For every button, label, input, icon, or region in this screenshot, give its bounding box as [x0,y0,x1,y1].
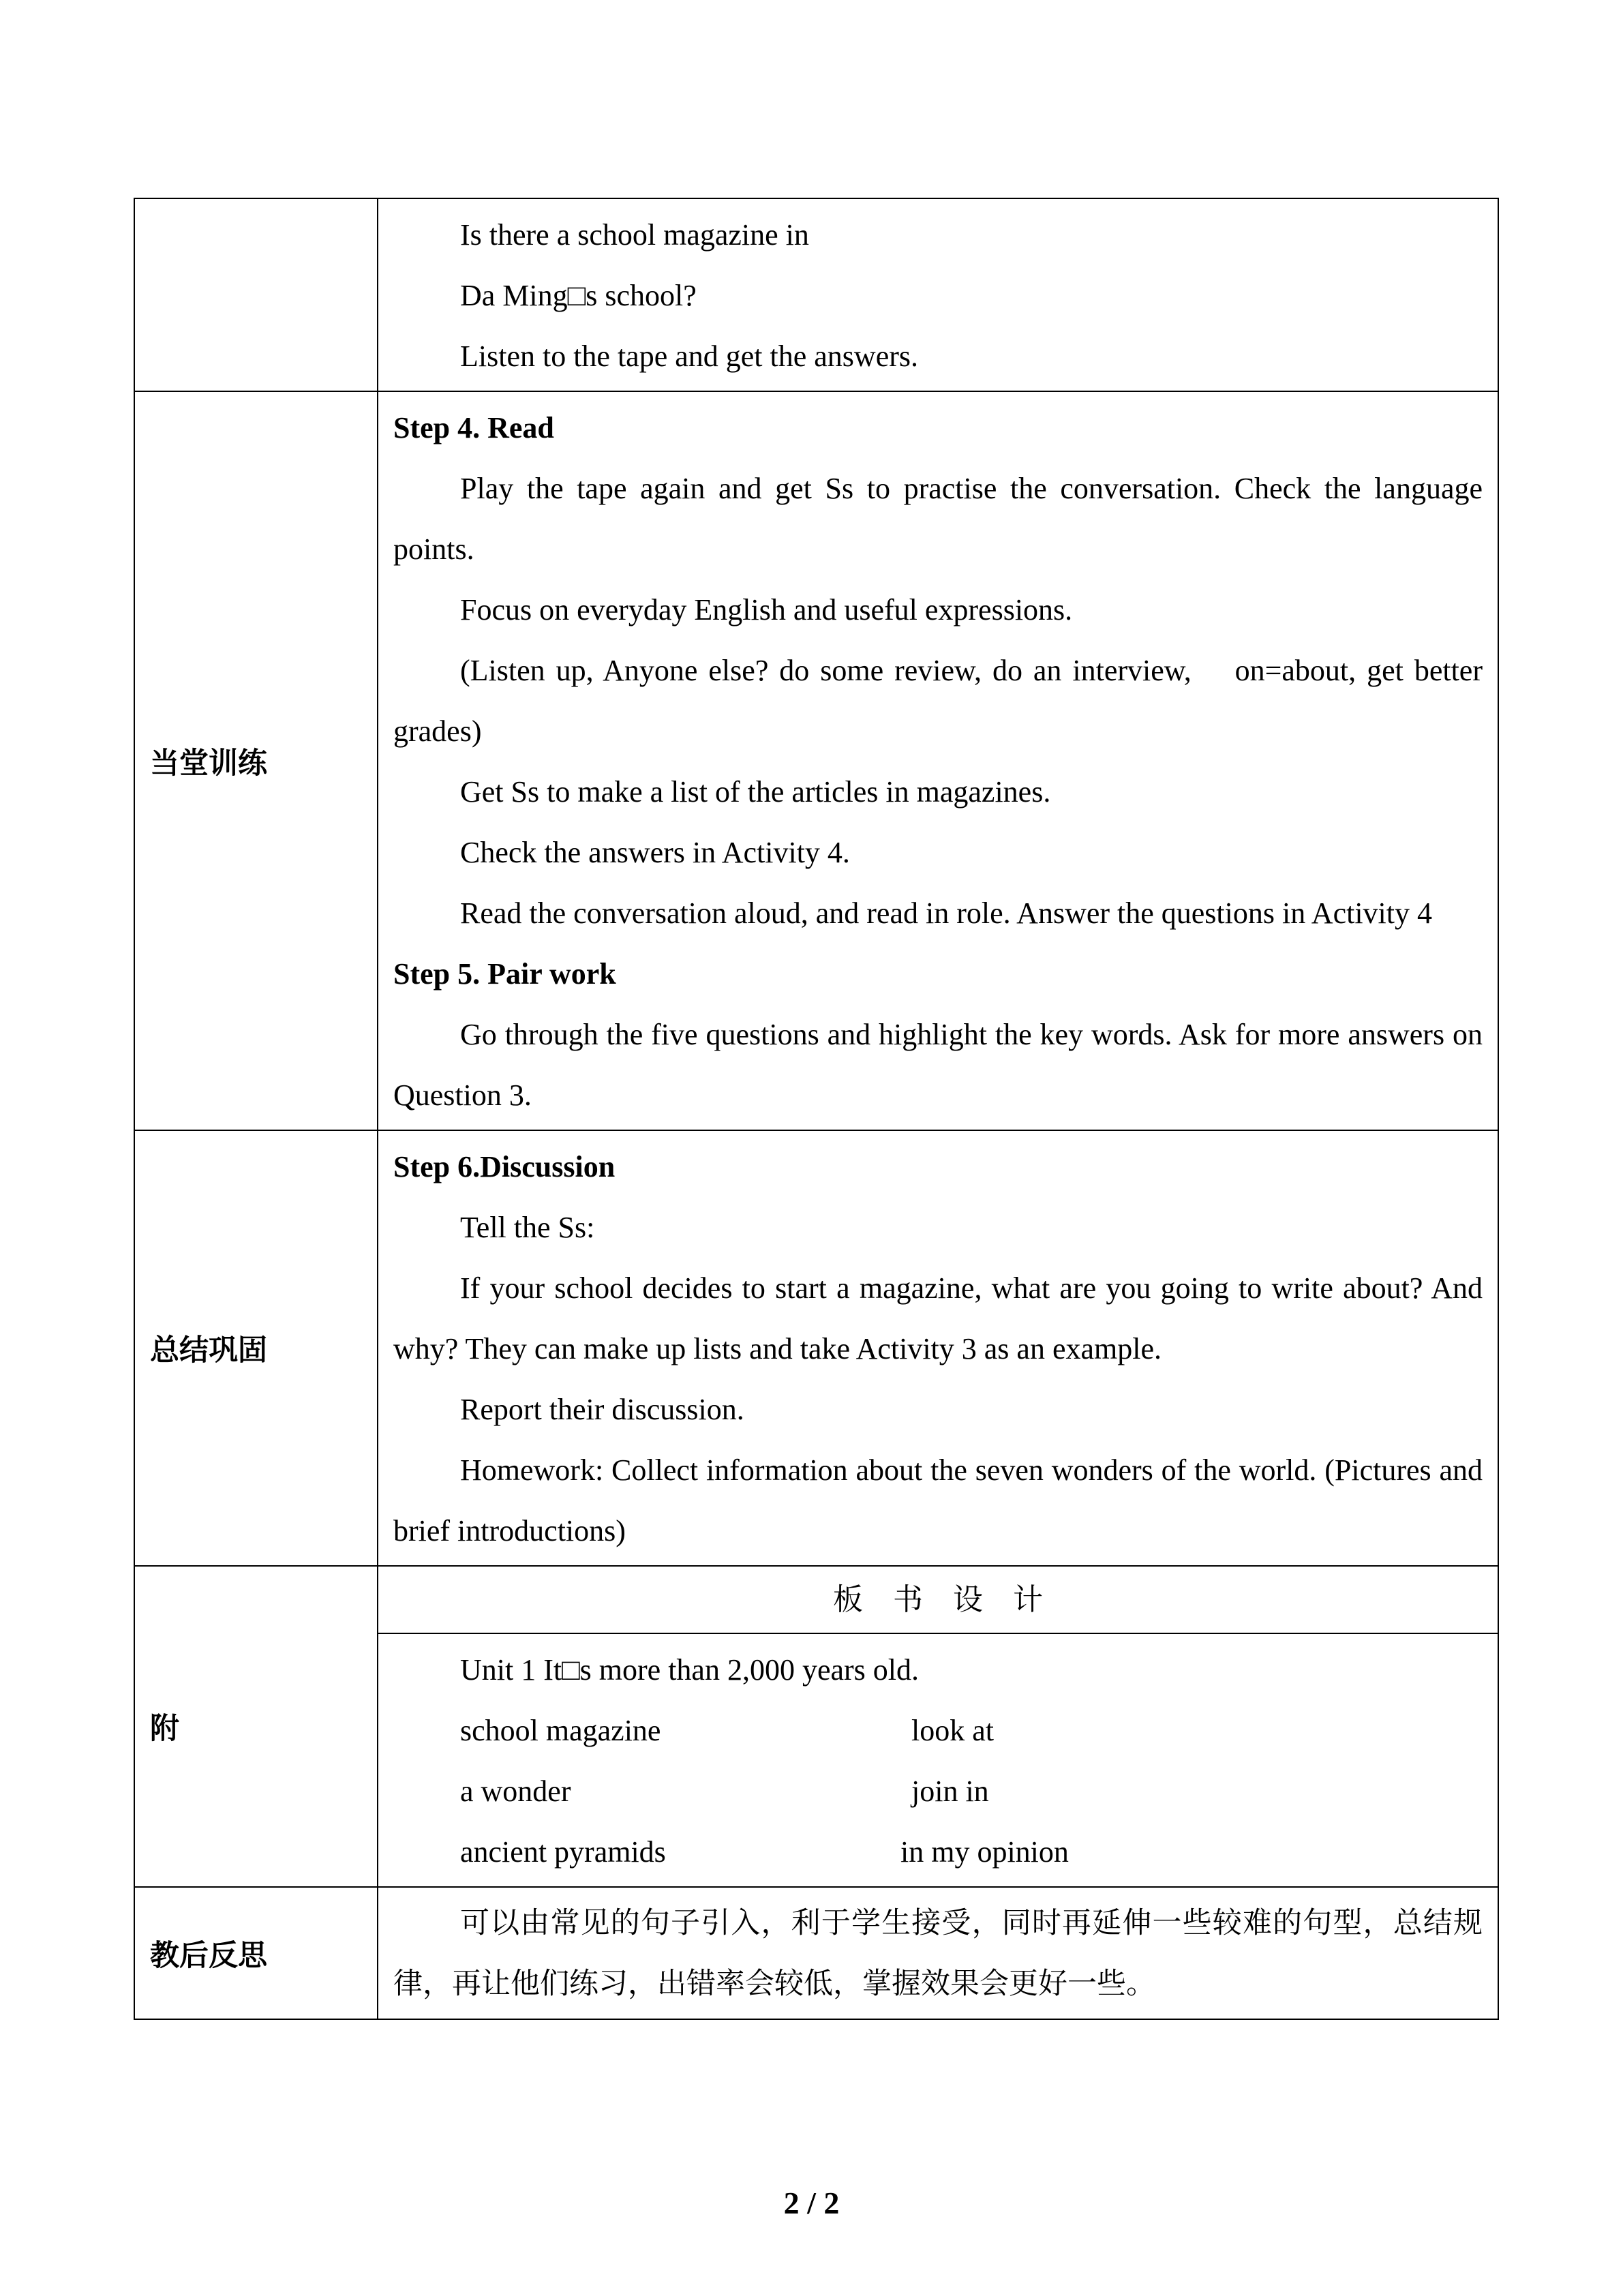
step4-title: Step 4. Read [393,411,554,444]
content-reflection [378,1887,1498,2019]
page-number: 2 / 2 [783,2186,840,2220]
step5-title: Step 5. Pair work [393,957,616,991]
intro-line-1: Is there a school magazine in [460,218,809,252]
board-pair-1 [393,1700,1483,1761]
intro-line-3: Listen to the tape and get the answers. [460,339,919,373]
step4-line-4: Get Ss to make a list of the articles in magazines. [460,775,1051,809]
table-row-reflection [134,1887,1498,2019]
content-summary [378,1130,1498,1566]
board-design-heading: 板 书 设 计 [378,1566,1498,1633]
summary-line-4: Homework: Collect information about the seven wonders of the world. (Pictures and brief introductions) [393,1453,1490,1547]
label-practice: 当堂训练 [134,391,378,1130]
intro-line-2: Da Ming□s school? [460,279,697,312]
step5-line-1: Go through the five questions and highlight the key words. Ask for more answers on Question 3. [393,1018,1490,1112]
table-row-appendix-heading [134,1566,1498,1633]
label-reflection: 教后反思 [134,1887,378,2019]
step4-line-2: Focus on everyday English and useful expressions. [460,593,1073,626]
step4-line-5: Check the answers in Activity 4. [460,836,850,869]
step4-line-3: (Listen up, Anyone else? do some review, do an interview, on=about, get better grades) [393,654,1490,748]
summary-line-3: Report their discussion. [460,1393,744,1426]
board-pair-2 [393,1761,1483,1822]
board-pair-1-left: school magazine [460,1714,661,1747]
content-intro [378,198,1498,391]
board-pair-2-left: a wonder [460,1774,571,1808]
label-summary: 总结巩固 [134,1130,378,1566]
content-practice [378,391,1498,1130]
label-intro [134,198,378,391]
board-pair-3-right: in my opinion [900,1835,1069,1869]
board-pair-3-left: ancient pyramids [460,1835,666,1869]
board-pair-1-right: look at [911,1714,994,1747]
step6-title: Step 6.Discussion [393,1150,616,1183]
summary-line-2: If your school decides to start a magazine, what are you going to write about? And why? They can make up lists and take Activity 3 as an example. [393,1271,1490,1365]
lesson-plan-table [134,198,1499,2020]
table-row-practice [134,391,1498,1130]
content-appendix [378,1633,1498,1887]
board-title: Unit 1 It□s more than 2,000 years old. [460,1653,920,1687]
reflection-text: 可以由常见的句子引入，利于学生接受，同时再延伸一些较难的句型，总结规律，再让他们练习，出错率会较低，掌握效果会更好一些。 [393,1906,1483,2001]
label-appendix: 附 [134,1566,378,1887]
step4-line-1: Play the tape again and get Ss to practise the conversation. Check the language points. [393,472,1490,566]
table-row-summary [134,1130,1498,1566]
board-pair-2-right: join in [911,1774,989,1808]
summary-line-1: Tell the Ss: [460,1211,595,1244]
table-row-intro [134,198,1498,391]
board-pair-3 [393,1822,1483,1882]
step4-line-6: Read the conversation aloud, and read in role. Answer the questions in Activity 4 [460,896,1433,930]
